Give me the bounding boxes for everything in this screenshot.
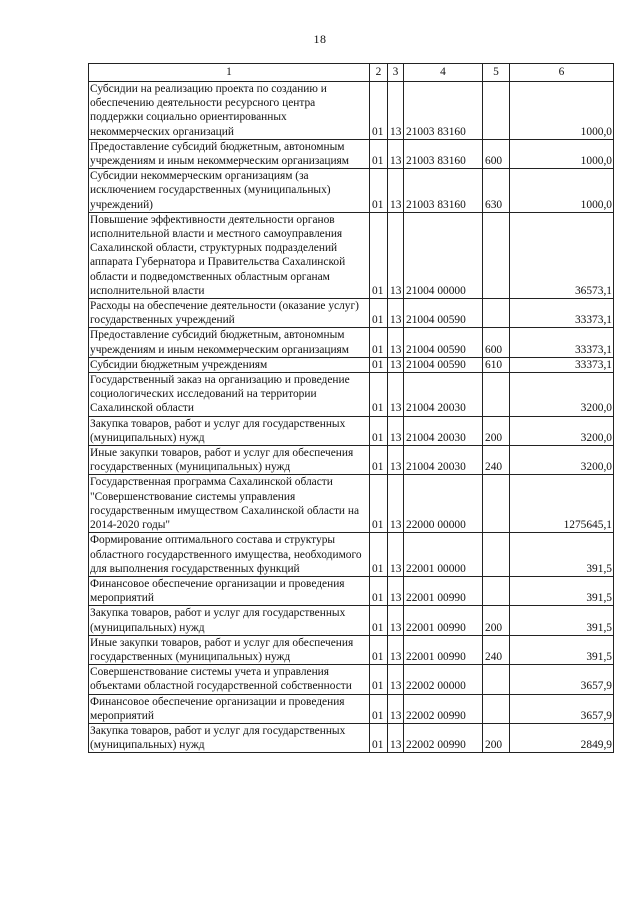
row-expense-type-code bbox=[483, 299, 510, 328]
row-expense-type-code bbox=[483, 212, 510, 298]
table-row bbox=[89, 723, 614, 752]
row-amount: 1000,0 bbox=[510, 139, 614, 168]
row-expense-type-code bbox=[483, 475, 510, 533]
row-subsection-code: 13 bbox=[388, 665, 404, 694]
row-amount: 3200,0 bbox=[510, 446, 614, 475]
row-amount: 391,5 bbox=[510, 606, 614, 635]
row-target-article-code: 21004 20030 bbox=[404, 373, 483, 417]
row-expense-type-code: 600 bbox=[483, 139, 510, 168]
row-section-code: 01 bbox=[370, 373, 388, 417]
row-target-article-code: 22001 00990 bbox=[404, 576, 483, 605]
row-amount: 33373,1 bbox=[510, 328, 614, 357]
row-target-article-code: 21003 83160 bbox=[404, 82, 483, 140]
row-description: Иные закупки товаров, работ и услуг для обеспечения государственных (муниципальных) нужд bbox=[89, 446, 370, 475]
row-amount: 3657,9 bbox=[510, 665, 614, 694]
row-target-article-code: 21004 00000 bbox=[404, 212, 483, 298]
table-row bbox=[89, 373, 614, 417]
row-amount: 33373,1 bbox=[510, 357, 614, 372]
row-section-code: 01 bbox=[370, 212, 388, 298]
table-row bbox=[89, 635, 614, 664]
table-row bbox=[89, 665, 614, 694]
header-col-1: 1 bbox=[89, 64, 370, 82]
row-amount: 391,5 bbox=[510, 635, 614, 664]
row-target-article-code: 21004 00590 bbox=[404, 299, 483, 328]
row-target-article-code: 21004 20030 bbox=[404, 446, 483, 475]
row-subsection-code: 13 bbox=[388, 576, 404, 605]
row-description: Государственный заказ на организацию и проведение социологических исследований на территории Сахалинской области bbox=[89, 373, 370, 417]
row-subsection-code: 13 bbox=[388, 299, 404, 328]
row-amount: 391,5 bbox=[510, 576, 614, 605]
row-description: Финансовое обеспечение организации и проведения мероприятий bbox=[89, 576, 370, 605]
row-target-article-code: 21003 83160 bbox=[404, 169, 483, 213]
row-section-code: 01 bbox=[370, 723, 388, 752]
table-row bbox=[89, 299, 614, 328]
row-subsection-code: 13 bbox=[388, 212, 404, 298]
row-subsection-code: 13 bbox=[388, 373, 404, 417]
row-target-article-code: 22000 00000 bbox=[404, 475, 483, 533]
row-subsection-code: 13 bbox=[388, 82, 404, 140]
row-section-code: 01 bbox=[370, 533, 388, 577]
row-description: Предоставление субсидий бюджетным, автономным учреждениям и иным некоммерческим организациям bbox=[89, 328, 370, 357]
row-description: Субсидии некоммерческим организациям (за исключением государственных (муниципальных) учреждений) bbox=[89, 169, 370, 213]
table-row bbox=[89, 694, 614, 723]
row-expense-type-code: 200 bbox=[483, 416, 510, 445]
row-subsection-code: 13 bbox=[388, 446, 404, 475]
budget-table bbox=[88, 63, 614, 753]
row-section-code: 01 bbox=[370, 606, 388, 635]
row-description: Формирование оптимального состава и структуры областного государственного имущества, необходимого для выполнения государственных функций bbox=[89, 533, 370, 577]
table-row bbox=[89, 139, 614, 168]
row-subsection-code: 13 bbox=[388, 475, 404, 533]
row-target-article-code: 21003 83160 bbox=[404, 139, 483, 168]
row-description: Совершенствование системы учета и управления объектами областной государственной собственности bbox=[89, 665, 370, 694]
table-row bbox=[89, 606, 614, 635]
row-amount: 3200,0 bbox=[510, 416, 614, 445]
row-subsection-code: 13 bbox=[388, 416, 404, 445]
row-description: Расходы на обеспечение деятельности (оказание услуг) государственных учреждений bbox=[89, 299, 370, 328]
row-expense-type-code: 600 bbox=[483, 328, 510, 357]
row-expense-type-code: 610 bbox=[483, 357, 510, 372]
row-section-code: 01 bbox=[370, 446, 388, 475]
row-target-article-code: 22001 00990 bbox=[404, 635, 483, 664]
row-subsection-code: 13 bbox=[388, 694, 404, 723]
row-target-article-code: 21004 20030 bbox=[404, 416, 483, 445]
table-row bbox=[89, 212, 614, 298]
row-description: Повышение эффективности деятельности органов исполнительной власти и местного самоуправления Сахалинской области, структурных подразделений аппарата Губернатора и Правительства Сахалинской области и подведомственных областным органам исполнительной власти bbox=[89, 212, 370, 298]
row-section-code: 01 bbox=[370, 357, 388, 372]
row-amount: 1000,0 bbox=[510, 82, 614, 140]
row-expense-type-code: 200 bbox=[483, 723, 510, 752]
row-description: Закупка товаров, работ и услуг для государственных (муниципальных) нужд bbox=[89, 606, 370, 635]
row-target-article-code: 22002 00990 bbox=[404, 694, 483, 723]
table-body bbox=[89, 82, 614, 753]
header-col-2: 2 bbox=[370, 64, 388, 82]
row-expense-type-code bbox=[483, 665, 510, 694]
row-expense-type-code: 200 bbox=[483, 606, 510, 635]
row-description: Закупка товаров, работ и услуг для государственных (муниципальных) нужд bbox=[89, 416, 370, 445]
row-section-code: 01 bbox=[370, 635, 388, 664]
header-col-3: 3 bbox=[388, 64, 404, 82]
row-target-article-code: 22002 00990 bbox=[404, 723, 483, 752]
row-section-code: 01 bbox=[370, 82, 388, 140]
row-amount: 3657,9 bbox=[510, 694, 614, 723]
row-section-code: 01 bbox=[370, 576, 388, 605]
row-expense-type-code bbox=[483, 82, 510, 140]
table-row bbox=[89, 328, 614, 357]
row-expense-type-code: 240 bbox=[483, 446, 510, 475]
row-description: Предоставление субсидий бюджетным, автономным учреждениям и иным некоммерческим организациям bbox=[89, 139, 370, 168]
row-subsection-code: 13 bbox=[388, 606, 404, 635]
row-section-code: 01 bbox=[370, 416, 388, 445]
row-subsection-code: 13 bbox=[388, 533, 404, 577]
row-subsection-code: 13 bbox=[388, 139, 404, 168]
row-section-code: 01 bbox=[370, 475, 388, 533]
row-description: Государственная программа Сахалинской области "Совершенствование системы управления государственным имуществом Сахалинской области на 2014-2020 годы" bbox=[89, 475, 370, 533]
row-description: Финансовое обеспечение организации и проведения мероприятий bbox=[89, 694, 370, 723]
row-section-code: 01 bbox=[370, 139, 388, 168]
row-description: Субсидии бюджетным учреждениям bbox=[89, 357, 370, 372]
table-row bbox=[89, 82, 614, 140]
table-row bbox=[89, 416, 614, 445]
row-section-code: 01 bbox=[370, 665, 388, 694]
row-description: Иные закупки товаров, работ и услуг для обеспечения государственных (муниципальных) нужд bbox=[89, 635, 370, 664]
header-col-6: 6 bbox=[510, 64, 614, 82]
row-section-code: 01 bbox=[370, 169, 388, 213]
page-number: 18 bbox=[313, 32, 327, 46]
row-section-code: 01 bbox=[370, 299, 388, 328]
row-target-article-code: 21004 00590 bbox=[404, 357, 483, 372]
row-amount: 3200,0 bbox=[510, 373, 614, 417]
row-target-article-code: 22001 00000 bbox=[404, 533, 483, 577]
row-description: Субсидии на реализацию проекта по созданию и обеспечению деятельности ресурсного центра поддержки социально ориентированных некоммерческих организаций bbox=[89, 82, 370, 140]
row-expense-type-code bbox=[483, 533, 510, 577]
row-expense-type-code: 240 bbox=[483, 635, 510, 664]
row-amount: 391,5 bbox=[510, 533, 614, 577]
row-subsection-code: 13 bbox=[388, 328, 404, 357]
row-amount: 1275645,1 bbox=[510, 475, 614, 533]
row-description: Закупка товаров, работ и услуг для государственных (муниципальных) нужд bbox=[89, 723, 370, 752]
row-expense-type-code bbox=[483, 576, 510, 605]
row-expense-type-code bbox=[483, 694, 510, 723]
row-subsection-code: 13 bbox=[388, 635, 404, 664]
row-target-article-code: 22001 00990 bbox=[404, 606, 483, 635]
row-subsection-code: 13 bbox=[388, 723, 404, 752]
row-subsection-code: 13 bbox=[388, 357, 404, 372]
row-target-article-code: 22002 00000 bbox=[404, 665, 483, 694]
row-subsection-code: 13 bbox=[388, 169, 404, 213]
table-row bbox=[89, 357, 614, 372]
table-row bbox=[89, 533, 614, 577]
row-amount: 36573,1 bbox=[510, 212, 614, 298]
row-amount: 2849,9 bbox=[510, 723, 614, 752]
table-row bbox=[89, 169, 614, 213]
row-section-code: 01 bbox=[370, 328, 388, 357]
row-expense-type-code: 630 bbox=[483, 169, 510, 213]
header-col-4: 4 bbox=[404, 64, 483, 82]
table-row bbox=[89, 576, 614, 605]
table-row bbox=[89, 475, 614, 533]
row-expense-type-code bbox=[483, 373, 510, 417]
table-header-row bbox=[89, 64, 614, 82]
row-amount: 1000,0 bbox=[510, 169, 614, 213]
table-row bbox=[89, 446, 614, 475]
row-amount: 33373,1 bbox=[510, 299, 614, 328]
row-section-code: 01 bbox=[370, 694, 388, 723]
header-col-5: 5 bbox=[483, 64, 510, 82]
row-target-article-code: 21004 00590 bbox=[404, 328, 483, 357]
